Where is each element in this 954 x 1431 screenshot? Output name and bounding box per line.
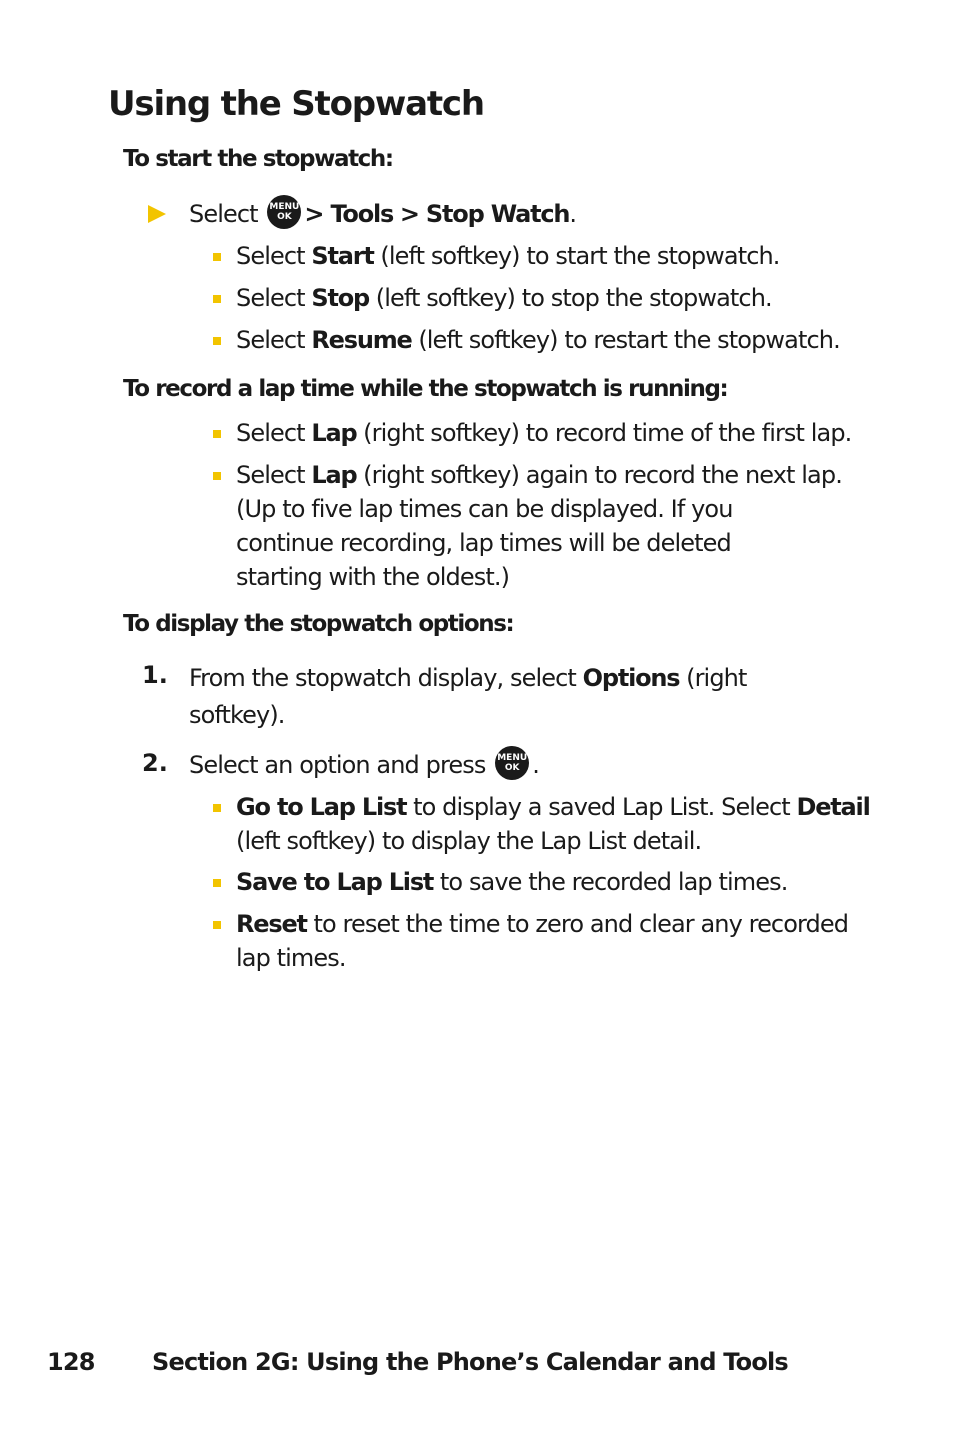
path-stop-watch: > Stop Watch xyxy=(399,200,570,228)
square-bullet-icon xyxy=(213,921,221,929)
list-item-lap-next: Select Lap (right softkey) again to record the next lap. (Up to five lap times can be displayed. If you continue recording, lap times will be deleted starting with the oldest.) xyxy=(236,461,842,591)
page-title: Using the Stopwatch xyxy=(108,84,484,124)
list-item-start: Select Start (left softkey) to start the stopwatch. xyxy=(236,242,780,270)
square-bullet-icon xyxy=(213,430,221,438)
list-item-save-to-lap-list: Save to Lap List to save the recorded lap times. xyxy=(236,868,788,896)
square-bullet-icon xyxy=(213,472,221,480)
list-item-lap-first: Select Lap (right softkey) to record time of the first lap. xyxy=(236,419,852,447)
step-number-1: 1. xyxy=(142,661,168,689)
square-bullet-icon xyxy=(213,879,221,887)
list-item-resume: Select Resume (left softkey) to restart the stopwatch. xyxy=(236,326,840,354)
step-1-text: From the stopwatch display, select Options (right softkey). xyxy=(189,664,747,729)
square-bullet-icon xyxy=(213,337,221,345)
menu-path-line: Select MENU OK > Tools > Stop Watch. xyxy=(189,197,576,232)
path-select-text: Select xyxy=(189,200,258,228)
menu-ok-key-icon: MENU OK xyxy=(495,746,529,780)
path-tools: > Tools xyxy=(304,200,394,228)
square-bullet-icon xyxy=(213,804,221,812)
list-item-stop: Select Stop (left softkey) to stop the stopwatch. xyxy=(236,284,772,312)
square-bullet-icon xyxy=(213,295,221,303)
heading-start-stopwatch: To start the stopwatch: xyxy=(123,146,393,172)
menu-ok-key-icon: MENU OK xyxy=(267,195,301,229)
section-title-footer: Section 2G: Using the Phone’s Calendar and Tools xyxy=(152,1348,788,1376)
page-number: 128 xyxy=(47,1348,95,1376)
arrow-bullet-icon xyxy=(148,205,166,223)
square-bullet-icon xyxy=(213,253,221,261)
list-item-go-to-lap-list: Go to Lap List to display a saved Lap List. Select Detail (left softkey) to display the Lap List detail. xyxy=(236,793,870,855)
heading-display-options: To display the stopwatch options: xyxy=(123,611,514,637)
step-number-2: 2. xyxy=(142,749,168,777)
heading-record-lap: To record a lap time while the stopwatch is running: xyxy=(123,376,728,402)
list-item-reset: Reset to reset the time to zero and clear any recorded lap times. xyxy=(236,910,849,972)
step-2-text: Select an option and press MENU OK . xyxy=(189,748,539,783)
